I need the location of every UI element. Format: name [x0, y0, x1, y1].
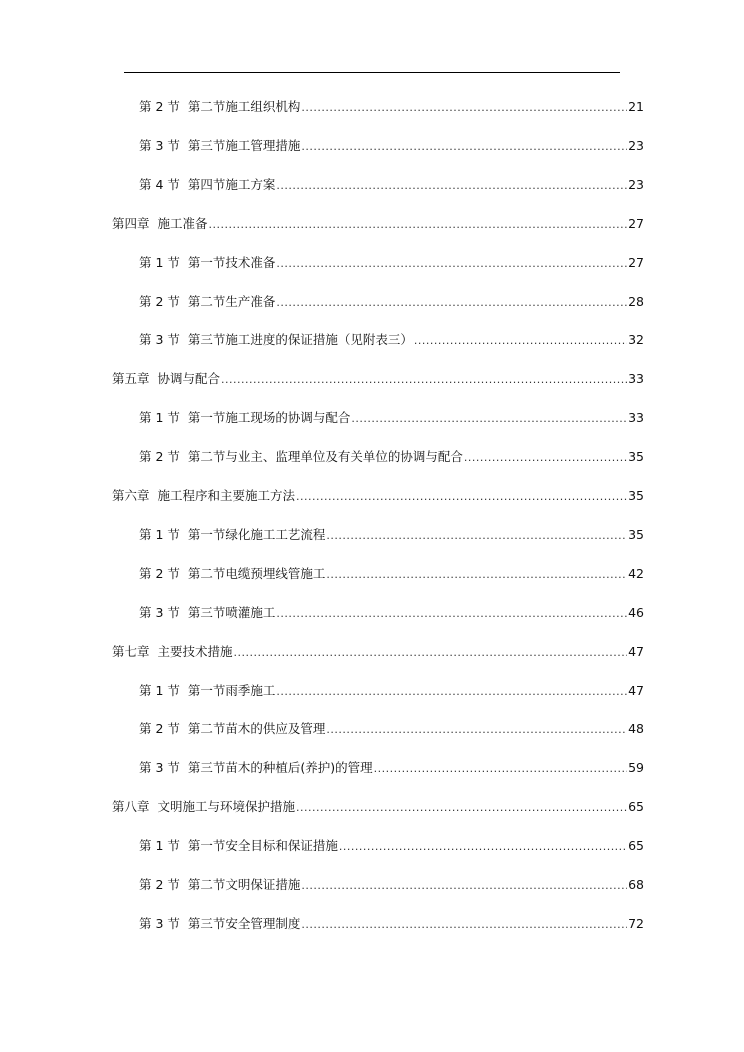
toc-section-entry[interactable]	[139, 91, 644, 115]
toc-entry-title: 第一节雨季施工	[187, 682, 276, 698]
toc-dot-leader	[209, 218, 628, 232]
toc-page-number: 65	[628, 799, 644, 815]
toc-chapter-entry[interactable]	[112, 636, 644, 660]
toc-dot-leader	[296, 490, 627, 504]
toc-dot-leader	[326, 723, 627, 737]
toc-section-entry[interactable]	[139, 402, 644, 426]
toc-page-number: 68	[628, 877, 644, 892]
toc-entry-title: 第二节与业主、监理单位及有关单位的协调与配合	[187, 449, 463, 465]
toc-entry-number: 第 2 节	[139, 293, 180, 309]
toc-section-entry[interactable]	[139, 169, 644, 193]
toc-dot-leader	[276, 685, 627, 699]
toc-entry-title: 文明施工与环境保护措施	[157, 799, 296, 815]
toc-dot-leader	[326, 529, 627, 543]
toc-page-number: 47	[628, 682, 644, 698]
toc-section-entry[interactable]	[139, 247, 644, 271]
toc-entry-number: 第 2 节	[139, 721, 180, 737]
toc-dot-leader	[301, 918, 627, 932]
toc-entry-title: 第一节施工现场的协调与配合	[187, 410, 351, 426]
toc-entry-number: 第七章	[112, 643, 150, 659]
toc-entry-number: 第六章	[112, 488, 150, 503]
toc-section-entry[interactable]	[139, 908, 644, 932]
toc-dot-leader	[276, 179, 627, 193]
toc-page-number: 47	[628, 643, 644, 659]
toc-page-number: 59	[628, 760, 644, 776]
toc-dot-leader	[464, 451, 627, 465]
toc-chapter-entry[interactable]	[112, 363, 644, 387]
toc-section-entry[interactable]	[139, 441, 644, 465]
toc-entry-title: 第二节施工组织机构	[187, 99, 301, 114]
header-rule	[124, 72, 620, 73]
toc-chapter-entry[interactable]	[112, 208, 644, 232]
toc-dot-leader	[339, 840, 627, 854]
toc-entry-title: 协调与配合	[157, 371, 221, 387]
toc-section-entry[interactable]	[139, 286, 644, 310]
toc-entry-title: 第三节喷灌施工	[187, 604, 276, 620]
toc-entry-number: 第 2 节	[139, 877, 180, 892]
toc-entry-number: 第 1 节	[139, 410, 180, 426]
toc-entry-title: 施工准备	[157, 215, 208, 231]
toc-page-number: 27	[628, 254, 644, 270]
toc-dot-leader	[301, 140, 627, 154]
toc-page-number: 33	[628, 371, 644, 387]
toc-page-number: 28	[628, 293, 644, 309]
toc-entry-number: 第八章	[112, 799, 150, 815]
toc-entry-number: 第 3 节	[139, 604, 180, 620]
toc-page-number: 46	[628, 604, 644, 620]
toc-dot-leader	[234, 646, 628, 660]
toc-section-entry[interactable]	[139, 558, 644, 582]
toc-page-number: 27	[628, 215, 644, 231]
toc-entry-title: 第一节绿化施工工艺流程	[187, 526, 326, 542]
toc-entry-number: 第 3 节	[139, 137, 180, 153]
toc-entry-number: 第 1 节	[139, 838, 180, 854]
toc-entry-number: 第四章	[112, 215, 150, 231]
toc-entry-number: 第 2 节	[139, 449, 180, 465]
toc-entry-number: 第 1 节	[139, 526, 180, 542]
toc-page-number: 32	[628, 332, 644, 348]
toc-dot-leader	[276, 607, 627, 621]
toc-page-number: 72	[628, 915, 644, 931]
toc-entry-number: 第 3 节	[139, 760, 180, 776]
toc-entry-number: 第 4 节	[139, 176, 180, 192]
toc-section-entry[interactable]	[139, 130, 644, 154]
toc-section-entry[interactable]	[139, 519, 644, 543]
toc-dot-leader	[221, 373, 627, 387]
toc-page-number: 23	[628, 137, 644, 153]
toc-entry-title: 第一节技术准备	[187, 254, 276, 270]
toc-entry-number: 第 2 节	[139, 565, 180, 581]
toc-entry-number: 第 3 节	[139, 332, 180, 348]
toc-entry-title: 第三节施工管理措施	[187, 137, 301, 153]
toc-dot-leader	[326, 568, 627, 582]
toc-entry-title: 第二节文明保证措施	[187, 877, 301, 892]
toc-chapter-entry[interactable]	[112, 791, 644, 815]
toc-entry-title: 主要技术措施	[157, 643, 233, 659]
toc-dot-leader	[414, 334, 627, 348]
toc-dot-leader	[374, 762, 627, 776]
toc-entry-title: 第三节苗木的种植后(养护)的管理	[187, 760, 373, 776]
toc-chapter-entry[interactable]	[112, 480, 644, 504]
toc-entry-title: 第二节生产准备	[187, 293, 276, 309]
toc-page-number: 33	[628, 410, 644, 426]
toc-entry-title: 第一节安全目标和保证措施	[187, 838, 338, 854]
toc-section-entry[interactable]	[139, 869, 644, 893]
toc-dot-leader	[276, 257, 627, 271]
toc-dot-leader	[301, 879, 627, 893]
toc-section-entry[interactable]	[139, 597, 644, 621]
toc-page-number: 35	[628, 449, 644, 465]
toc-page-number: 48	[628, 721, 644, 737]
toc-entry-title: 第三节施工进度的保证措施（见附表三）	[187, 332, 413, 348]
toc-entry-number: 第 1 节	[139, 254, 180, 270]
toc-dot-leader	[301, 101, 627, 115]
toc-page-number: 42	[628, 565, 644, 581]
toc-dot-leader	[296, 801, 627, 815]
toc-page-number: 23	[628, 176, 644, 192]
toc-entry-title: 第二节电缆预埋线管施工	[187, 565, 326, 581]
toc-entry-number: 第五章	[112, 371, 150, 387]
toc-page-number: 21	[628, 99, 644, 114]
toc-section-entry[interactable]	[139, 675, 644, 699]
toc-entry-number: 第 2 节	[139, 99, 180, 114]
toc-entry-title: 第二节苗木的供应及管理	[187, 721, 326, 737]
toc-entry-number: 第 1 节	[139, 682, 180, 698]
toc-page-number: 35	[628, 526, 644, 542]
toc-section-entry[interactable]	[139, 713, 644, 737]
toc-page-number: 35	[628, 488, 644, 503]
toc-page-number: 65	[628, 838, 644, 854]
toc-dot-leader	[351, 412, 627, 426]
toc-dot-leader	[276, 296, 627, 310]
toc-section-entry[interactable]	[139, 752, 644, 776]
toc-entry-title: 第三节安全管理制度	[187, 915, 301, 931]
toc-section-entry[interactable]	[139, 830, 644, 854]
toc-entry-title: 第四节施工方案	[187, 176, 276, 192]
toc-entry-number: 第 3 节	[139, 915, 180, 931]
toc-entry-title: 施工程序和主要施工方法	[157, 488, 296, 503]
toc-section-entry[interactable]	[139, 324, 644, 348]
